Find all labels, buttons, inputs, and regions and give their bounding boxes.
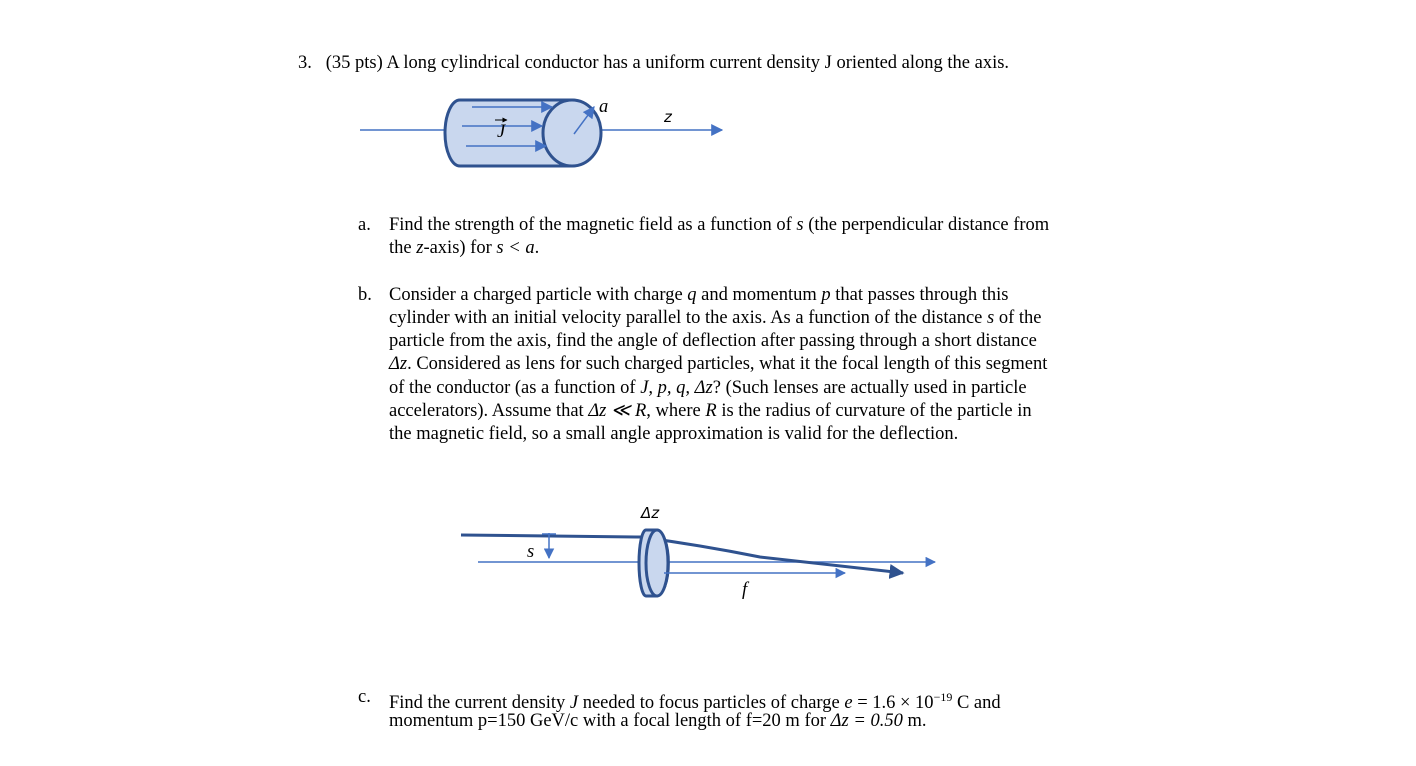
part-b-text: that passes through this <box>830 285 1009 305</box>
part-c-text: C and <box>952 693 1001 714</box>
var-s: s <box>987 308 995 328</box>
part-a-text: . <box>534 238 540 258</box>
label-J: J <box>497 122 506 142</box>
part-c-marker: c. <box>358 687 371 707</box>
part-b-text: . Considered as lens for such charged particles, what it the focal length of this segment <box>407 354 1048 374</box>
part-c-text: m. <box>902 711 927 731</box>
var-q: q <box>687 285 697 305</box>
charge-value: = 1.6 × 10 <box>852 693 934 714</box>
math-dz-value: Δz = 0.50 <box>830 711 903 731</box>
part-c-text: Find the current density <box>389 693 570 714</box>
label-s: s <box>527 542 535 562</box>
label-delta-z: Δz <box>641 504 660 522</box>
var-R: R <box>705 401 717 421</box>
var-J: J <box>569 693 579 714</box>
math-args: J, p, q, Δz <box>640 378 713 398</box>
part-b-line7: the magnetic field, so a small angle approximation is valid for the deflection. <box>389 424 959 444</box>
part-b-text: ? (Such lenses are actually used in particle <box>712 378 1027 398</box>
part-b-text: of the <box>994 308 1042 328</box>
part-b-text: cylinder with an initial velocity parallel to the axis. As a function of the distance <box>389 308 987 328</box>
part-b-text: and momentum <box>696 285 822 305</box>
label-z: z <box>664 108 672 126</box>
part-a-text: the <box>389 238 417 258</box>
label-f: f <box>742 580 748 600</box>
part-a-text: -axis) for <box>423 238 497 258</box>
var-delta-z: Δz <box>389 354 408 374</box>
math-dz-ll-R: Δz ≪ R <box>588 401 647 421</box>
var-p: p <box>821 285 831 305</box>
var-e: e <box>844 693 853 714</box>
problem-number: 3. <box>298 53 312 73</box>
part-b-text: is the radius of curvature of the particle in <box>716 401 1032 421</box>
part-b-text: accelerators). Assume that <box>389 401 589 421</box>
part-a-text: Find the strength of the magnetic field as a function of <box>389 215 797 235</box>
part-b-text: of the conductor (as a function of <box>389 378 641 398</box>
part-c-line2 <box>389 710 926 733</box>
label-a: a <box>599 97 609 117</box>
part-c-text: needed to focus particles of charge <box>578 693 845 714</box>
math-s-lt-a: s < a <box>496 238 535 258</box>
part-b-line3: particle from the axis, find the angle of deflection after passing through a short distance <box>389 331 1037 351</box>
part-b-text: , where <box>646 401 706 421</box>
problem-statement: (35 pts) A long cylindrical conductor has a uniform current density J oriented along the axis. <box>325 53 1010 73</box>
charge-exponent: −19 <box>933 690 953 704</box>
var-s: s <box>796 215 804 235</box>
part-b-marker: b. <box>358 285 372 305</box>
part-c-text: momentum p=150 GeV/c with a focal length of f=20 m for <box>389 711 831 731</box>
part-b-text: Consider a charged particle with charge <box>389 285 688 305</box>
var-z: z <box>416 238 424 258</box>
part-a-text: (the perpendicular distance from <box>803 215 1050 235</box>
part-a-marker: a. <box>358 215 371 235</box>
lens-front-face <box>646 530 668 596</box>
